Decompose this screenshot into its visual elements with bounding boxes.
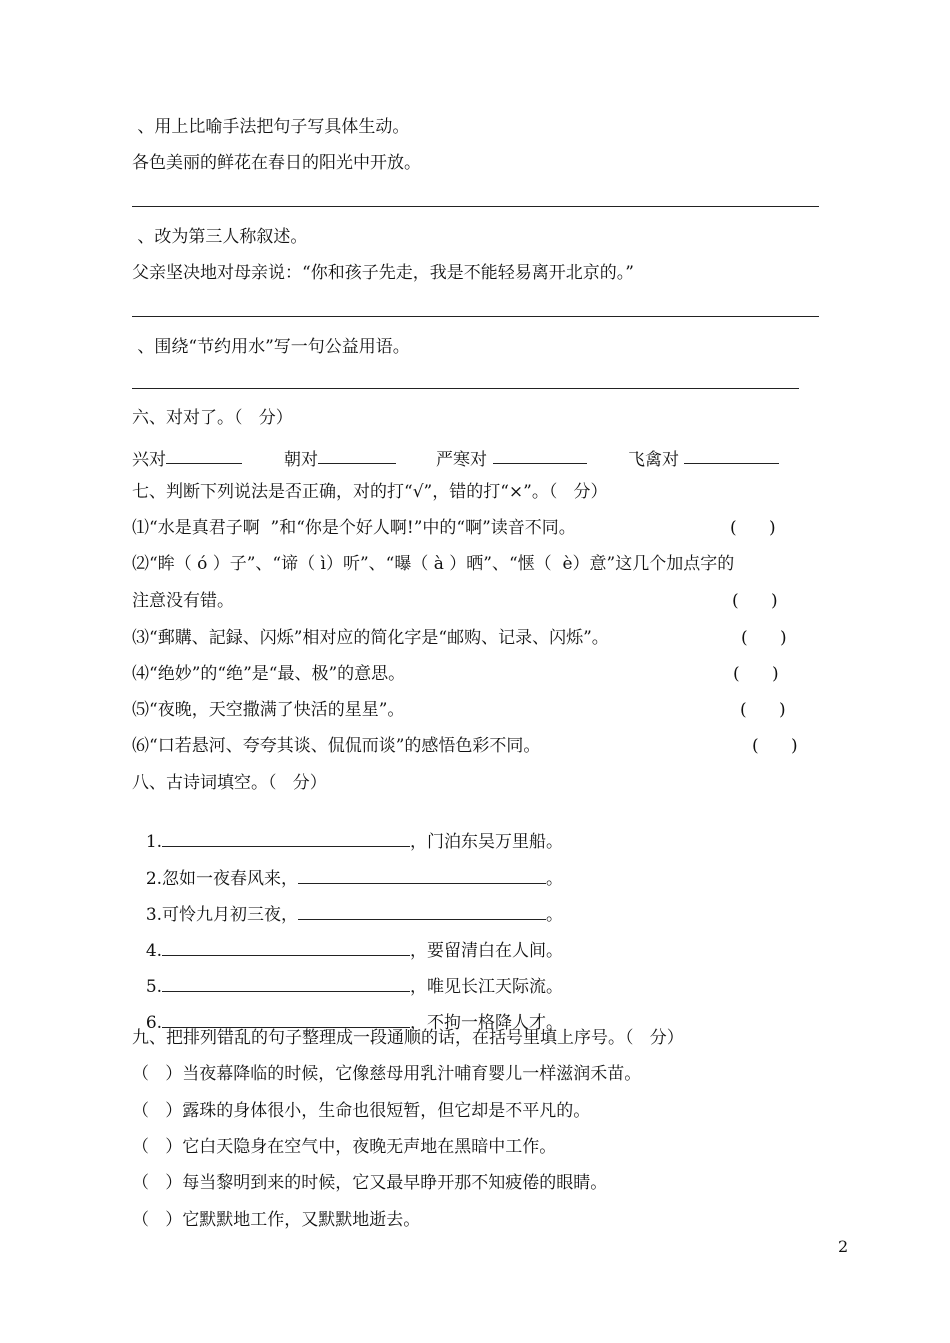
couplet-blank[interactable] (684, 447, 779, 464)
poem-line-number: 4. (145, 941, 163, 961)
judge-item-6: ⑹“口若悬河、夸夸其谈、侃侃而谈”的感悟色彩不同。 (132, 736, 541, 756)
poem-line-text: ，唯见长江天际流。 (410, 977, 564, 997)
q5-3-prompt: 、用上比喻手法把句子写具体生动。 (132, 117, 410, 137)
page-number: 2 (838, 1237, 849, 1256)
section-8-title: 八、古诗词填空。（ 分） (132, 773, 327, 793)
couplet-blank[interactable] (493, 447, 587, 464)
poem-line-text: 。 (546, 869, 564, 889)
judge-item-3: ⑶“郵購、記録、闪烁”相对应的简化字是“邮购、记录、闪烁”。 (132, 628, 609, 648)
judge-item-2: ⑵“眸（ ó ）子”、“谛（ ì）听”、“曝（ à ）晒”、“惬（ è）意”这几个加点字的 (132, 554, 735, 574)
order-item-2[interactable]: （ ）露珠的身体很小，生命也很短暂，但它却是不平凡的。 (132, 1101, 591, 1121)
couplet-item: 严寒对 (436, 450, 487, 470)
answer-paren[interactable]: ( ) (752, 736, 798, 756)
q5-5-prompt: 、围绕“节约用水”写一句公益用语。 (132, 337, 410, 357)
order-item-5[interactable]: （ ）它默默地工作，又默默地逝去。 (132, 1210, 421, 1230)
couplet-item: 朝对 (284, 450, 318, 470)
poem-line-number: 6. (145, 1013, 163, 1033)
answer-line[interactable] (132, 388, 799, 389)
poem-line-number: 5. (145, 977, 163, 997)
poem-line-text: 2.忽如一夜春风来， (145, 869, 299, 889)
section-7-title: 七、判断下列说法是否正确，对的打“√”，错的打“×”。（ 分） (132, 482, 608, 502)
section-6-title: 六、对对了。（ 分） (132, 408, 293, 428)
answer-line[interactable] (132, 206, 819, 207)
answer-paren[interactable]: ( ) (740, 700, 786, 720)
poem-line-text: ，不拘一格降人才。 (410, 1013, 564, 1033)
couplet-blank[interactable] (166, 447, 242, 464)
answer-paren[interactable]: ( ) (733, 664, 779, 684)
couplet-item: 飞禽对 (628, 450, 679, 470)
couplet-blank[interactable] (318, 447, 396, 464)
poem-line-text: ，门泊东吴万里船。 (410, 832, 564, 852)
order-item-3[interactable]: （ ）它白天隐身在空气中，夜晚无声地在黑暗中工作。 (132, 1137, 557, 1157)
answer-paren[interactable]: ( ) (741, 628, 787, 648)
q5-3-sentence: 各色美丽的鲜花在春日的阳光中开放。 (132, 153, 421, 173)
poem-line-number: 1. (145, 832, 163, 852)
poem-line-text: 3.可怜九月初三夜， (145, 905, 299, 925)
order-item-4[interactable]: （ ）每当黎明到来的时候，它又最早睁开那不知疲倦的眼睛。 (132, 1173, 608, 1193)
poem-blank[interactable] (162, 1011, 410, 1028)
order-item-1[interactable]: （ ）当夜幕降临的时候，它像慈母用乳汁哺育婴儿一样滋润禾苗。 (132, 1064, 642, 1084)
judge-item-4: ⑷“绝妙”的“绝”是“最、极”的意思。 (132, 664, 406, 684)
poem-line-text: 。 (546, 905, 564, 925)
judge-item-1: ⑴“水是真君子啊 ”和“你是个好人啊!”中的“啊”读音不同。 (132, 518, 576, 538)
couplet-item: 兴对 (132, 450, 166, 470)
answer-paren[interactable]: ( ) (730, 518, 776, 538)
section-9-title: 九、把排列错乱的句子整理成一段通顺的话，在括号里填上序号。（ 分） (132, 1028, 684, 1048)
q5-4-prompt: 、改为第三人称叙述。 (132, 227, 308, 247)
poem-line-text: ，要留清白在人间。 (410, 941, 564, 961)
q5-4-sentence: 父亲坚决地对母亲说：“你和孩子先走，我是不能轻易离开北京的。” (132, 263, 634, 283)
judge-item-5: ⑸“夜晚，天空撒满了快活的星星”。 (132, 700, 405, 720)
answer-line[interactable] (132, 316, 819, 317)
answer-paren[interactable]: ( ) (732, 591, 778, 611)
judge-item-2-cont: 注意没有错。 (132, 591, 234, 611)
